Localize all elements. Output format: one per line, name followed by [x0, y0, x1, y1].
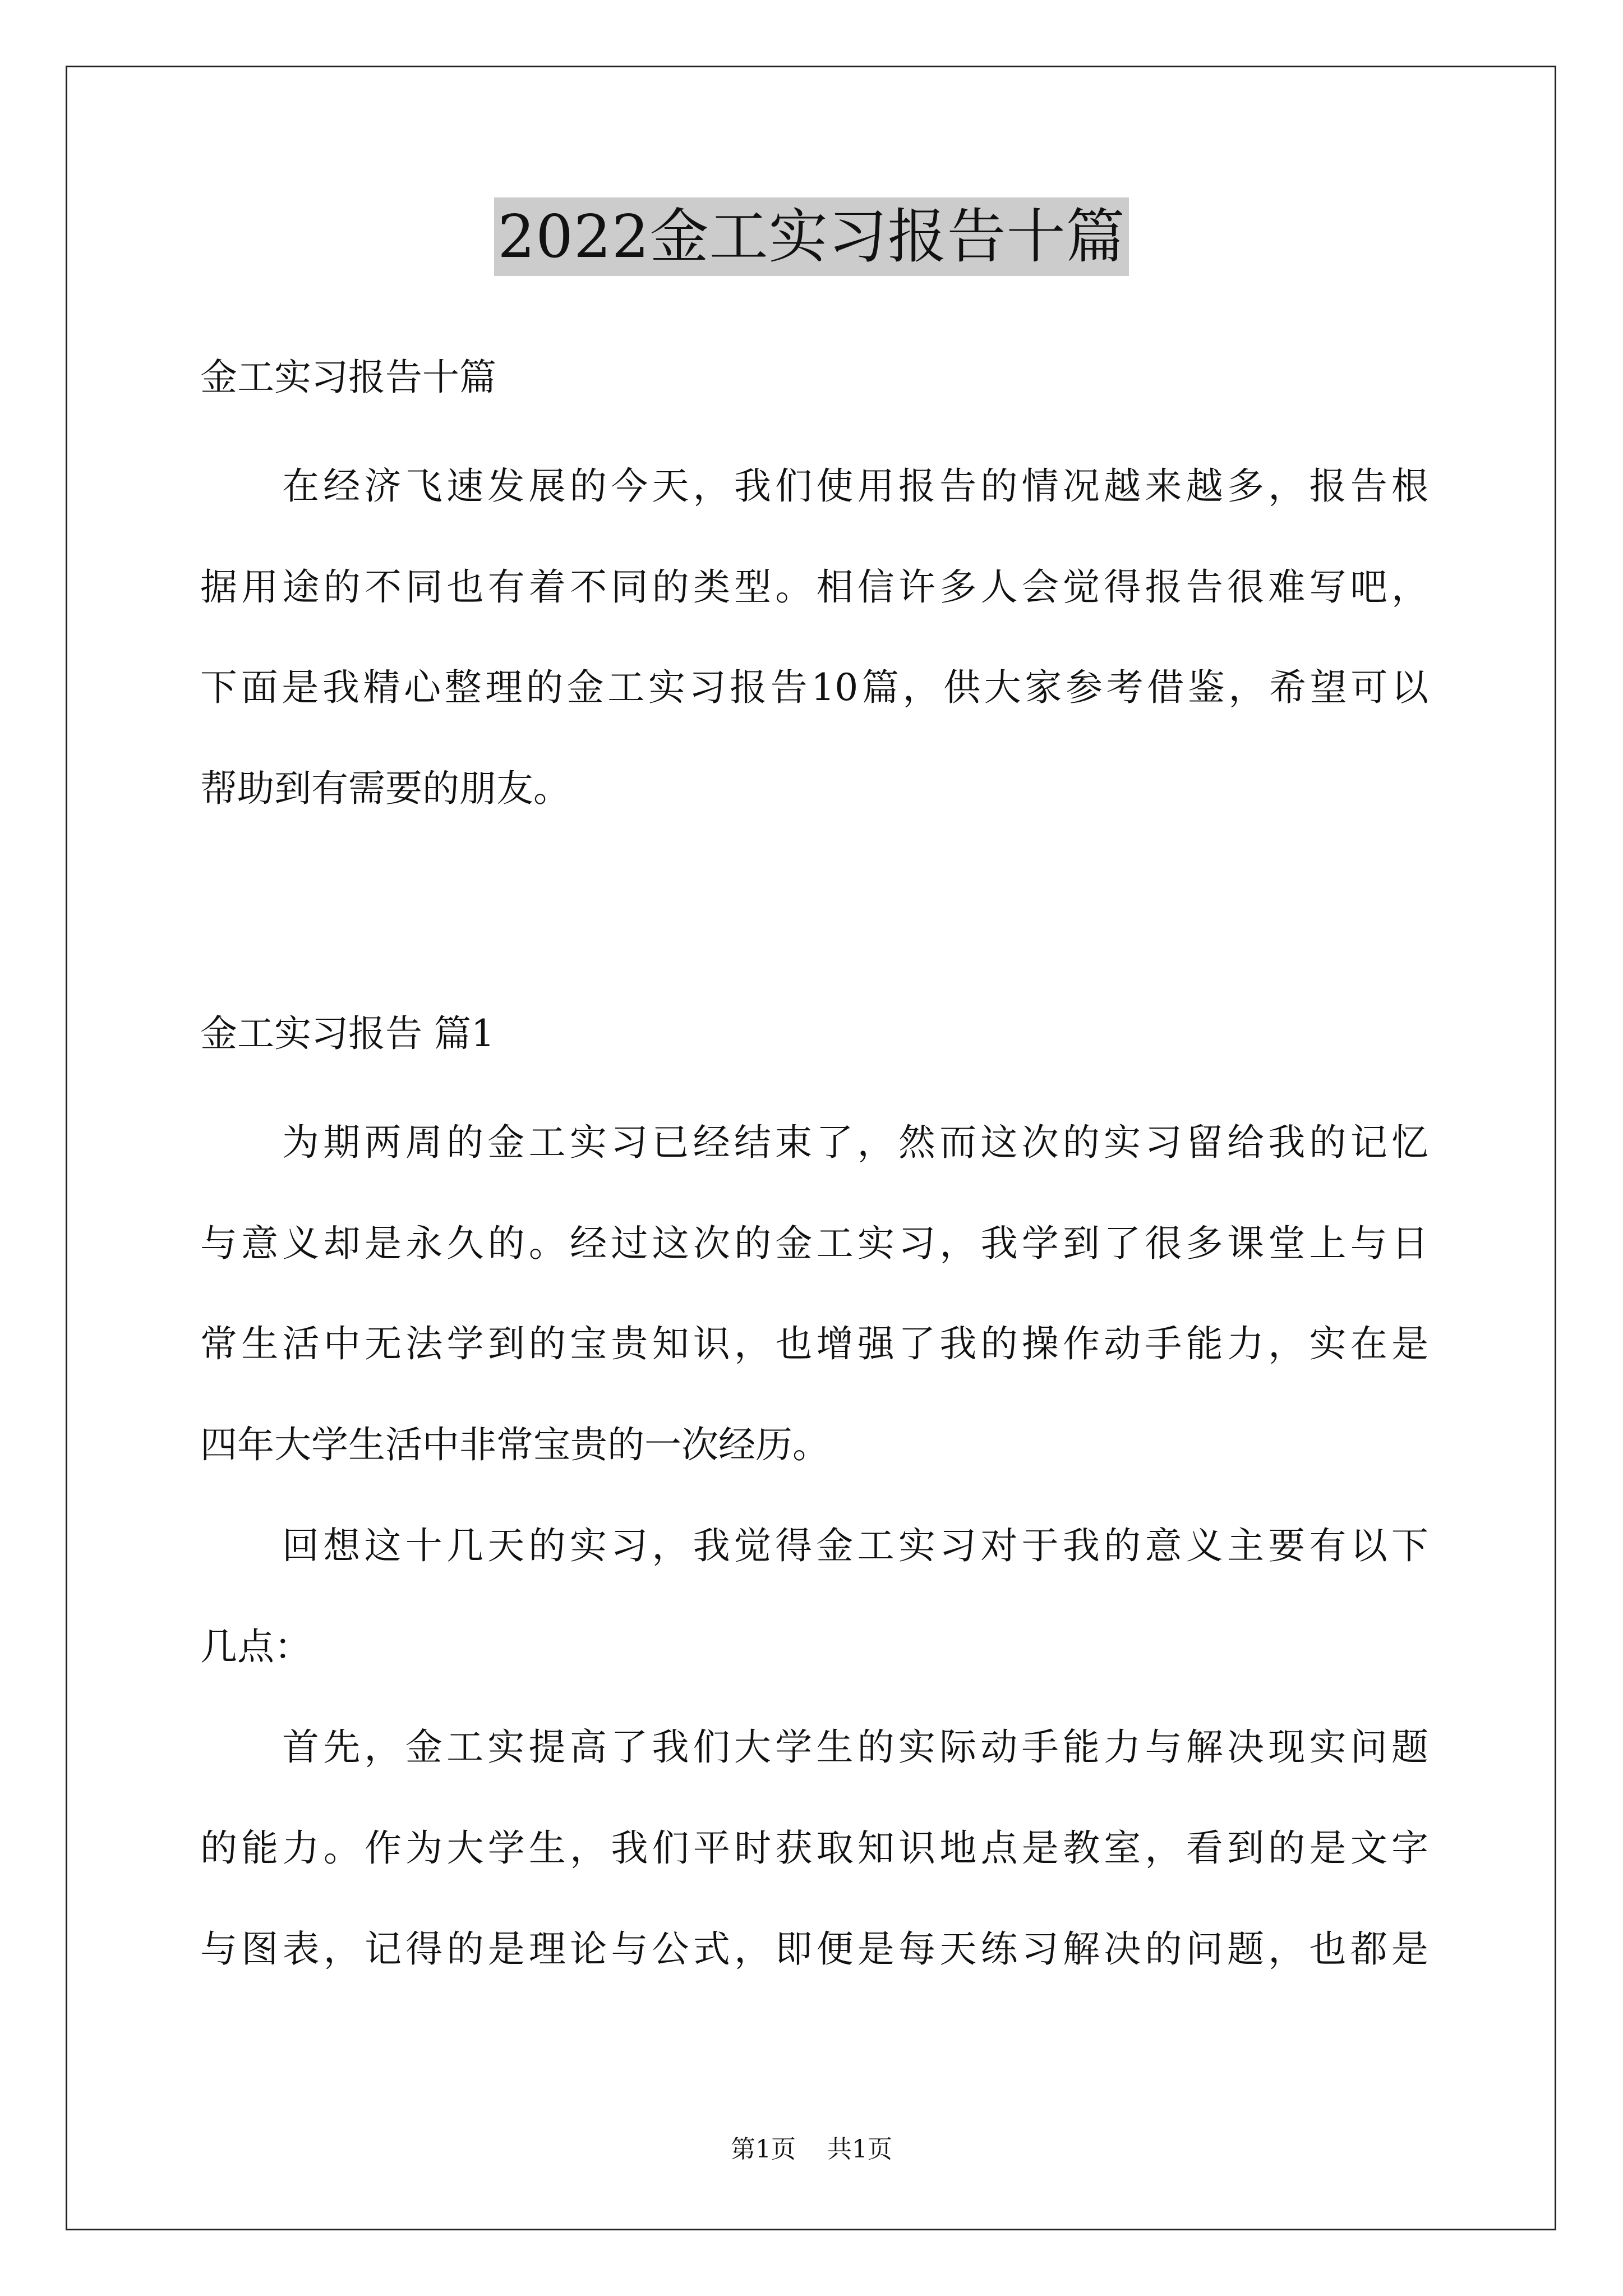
paragraph-line: 几点：: [200, 1625, 311, 1668]
paragraph-line: 与意义却是永久的。经过这次的金工实习，我学到了很多课堂上与日: [200, 1222, 1428, 1265]
paragraph-line: 的能力。作为大学生，我们平时获取知识地点是教室，看到的是文字: [200, 1826, 1428, 1870]
document-subtitle: 金工实习报告十篇: [200, 356, 496, 399]
paragraph-line: 回想这十几天的实习，我觉得金工实习对于我的意义主要有以下: [282, 1524, 1428, 1567]
page-number: 第1页: [731, 2135, 796, 2164]
intro-line: 下面是我精心整理的金工实习报告10篇，供大家参考借鉴，希望可以: [200, 666, 1428, 709]
paragraph-line: 与图表，记得的是理论与公式，即便是每天练习解决的问题，也都是: [200, 1927, 1428, 1971]
intro-line: 帮助到有需要的朋友。: [200, 767, 570, 810]
section-heading: 金工实习报告 篇1: [200, 1012, 495, 1055]
intro-line: 在经济飞速发展的今天，我们使用报告的情况越来越多，报告根: [282, 464, 1428, 508]
total-pages: 共1页: [827, 2135, 892, 2164]
title-container: [0, 197, 1623, 276]
intro-line: 据用途的不同也有着不同的类型。相信许多人会觉得报告很难写吧，: [200, 565, 1428, 609]
paragraph-line: 四年大学生活中非常宝贵的一次经历。: [200, 1423, 829, 1466]
page-footer: [0, 2133, 1623, 2166]
paragraph-line: 首先，金工实提高了我们大学生的实际动手能力与解决现实问题: [282, 1726, 1428, 1769]
document-title: 2022金工实习报告十篇: [494, 197, 1128, 276]
paragraph-line: 为期两周的金工实习已经结束了，然而这次的实习留给我的记忆: [282, 1121, 1428, 1164]
paragraph-line: 常生活中无法学到的宝贵知识，也增强了我的操作动手能力，实在是: [200, 1322, 1428, 1365]
